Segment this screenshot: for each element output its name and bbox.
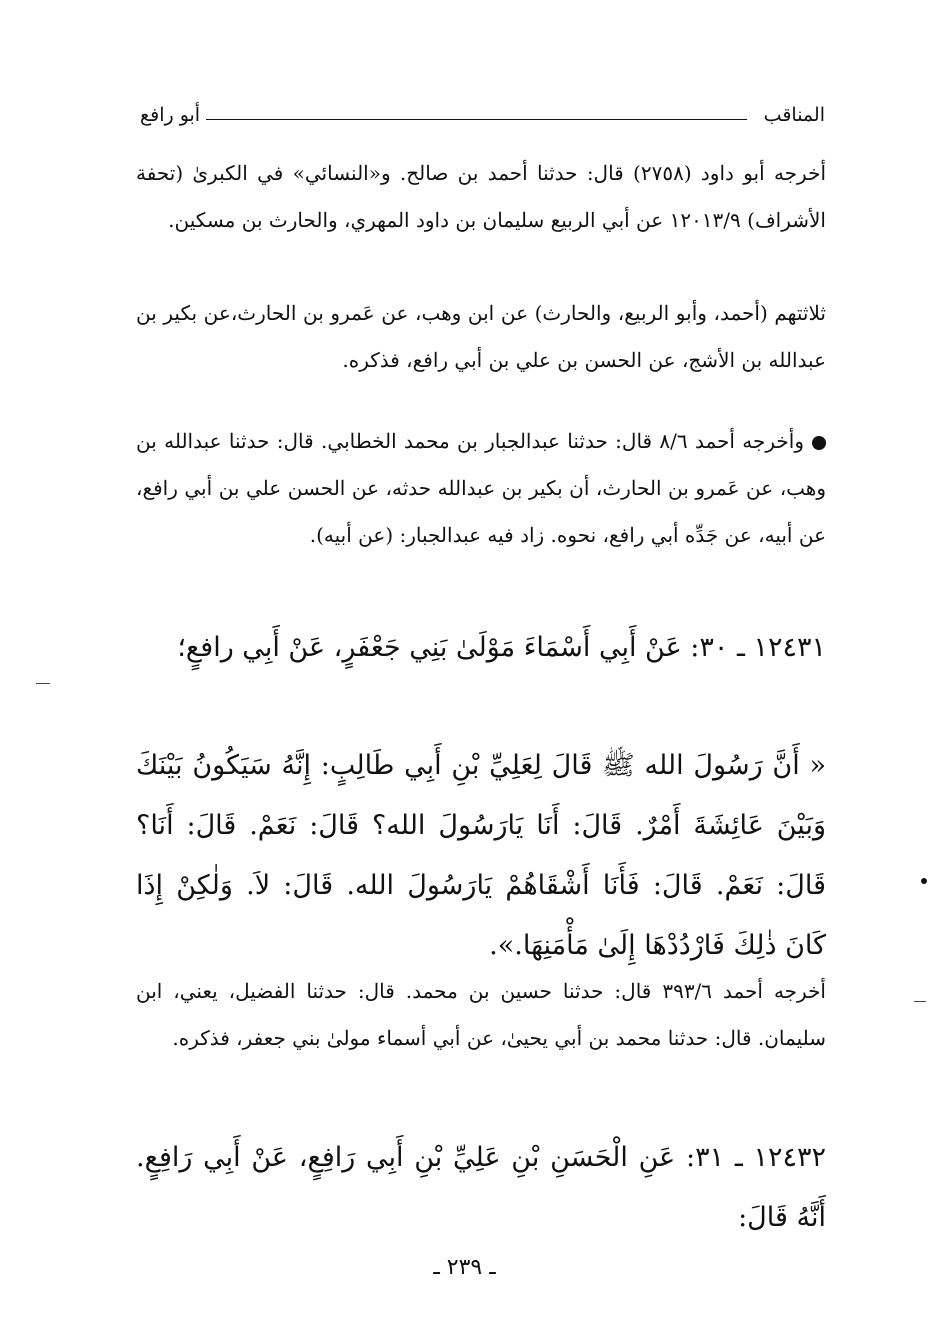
hadith-heading-text: ١٢٤٣١ ـ ٣٠: عَنْ أَبِي أَسْمَاءَ مَوْلَىٰ بَنِي جَعْفَرٍ، عَنْ أَبِي رافعٍ؛ — [177, 632, 826, 663]
hadith-2-heading — [136, 1128, 826, 1248]
reference-paragraph-1 — [136, 150, 826, 244]
paragraph-text: أخرجه أبو داود (٢٧٥٨) قال: حدثنا أحمد بن صالح. و«النسائي» في الكبرىٰ (تحفة الأشراف) ١٢٠١٣/٩ عن أبي الربيع سليمان بن داود المهري، والحارث بن مسكين. — [136, 161, 826, 232]
page-number: ـ ٢٣٩ ـ — [433, 1255, 496, 1280]
reference-paragraph-3 — [136, 418, 826, 559]
paragraph-text: أخرجه أحمد ٣٩٣/٦ قال: حدثنا حسين بن محمد. قال: حدثنا الفضيل، يعني، ابن سليمان. قال: حدثنا محمد بن أبي يحيىٰ، عن أبي أسماء مولىٰ بني جعفر، فذكره. — [136, 979, 826, 1050]
paragraph-text: وأخرجه أحمد ٨/٦ قال: حدثنا عبدالجبار بن محمد الخطابي. قال: حدثنا عبدالله بن وهب، عن عَمرو بن الحارث، أن بكير بن عبدالله حدثه، عن الحسن علي بن أبي رافع، عن أبيه، عن جَدِّه أبي رافع، نحوه. زاد فيه عبدالجبار: (عن أبيه). — [136, 429, 826, 547]
header-chapter: المناقب — [763, 104, 825, 126]
hadith-heading-text: ١٢٤٣٢ ـ ٣١: عَنِ الْحَسَنِ بْنِ عَلِيِّ بْنِ أَبِي رَافِعٍ، عَنْ أَبِي رَافِعٍ. أَنَّهُ قَالَ: — [136, 1142, 826, 1233]
margin-dot — [921, 878, 927, 884]
bullet-icon — [812, 436, 826, 450]
reference-paragraph-4 — [136, 968, 826, 1062]
hadith-1-text — [136, 736, 826, 976]
hadith-1-heading — [136, 618, 826, 678]
header-narrator: أبو رافع — [140, 104, 201, 126]
margin-mark — [36, 683, 50, 684]
paragraph-text: ثلاثتهم (أحمد، وأبو الربيع، والحارث) عن ابن وهب، عن عَمرو بن الحارث،عن بكير بن عبدالله بن الأشج، عن الحسن بن علي بن أبي رافع، فذكره. — [136, 301, 826, 372]
running-header — [140, 100, 825, 136]
reference-paragraph-2 — [136, 290, 826, 384]
margin-mark — [914, 1001, 926, 1002]
header-rule — [206, 119, 747, 120]
hadith-body-text: « أَنَّ رَسُولَ الله ﷺ قَالَ لِعَلِيِّ بْنِ أَبِي طَالِبٍ: إِنَّهُ سَيَكُونُ بَيْنَكَ وَبَيْنَ عَائِشَةَ أَمْرٌ. قَالَ: أَنَا يَارَسُولَ الله؟ قَالَ: نَعَمْ. قَالَ: أَنَا؟ قَالَ: نَعَمْ. قَالَ: فَأَنَا أَشْقَاهُمْ يَارَسُولَ الله. قَالَ: لاَ. وَلٰكِنْ إِذَا كَانَ ذٰلِكَ فَارْدُدْهَا إِلَىٰ مَأْمَنِهَا.». — [136, 750, 826, 961]
